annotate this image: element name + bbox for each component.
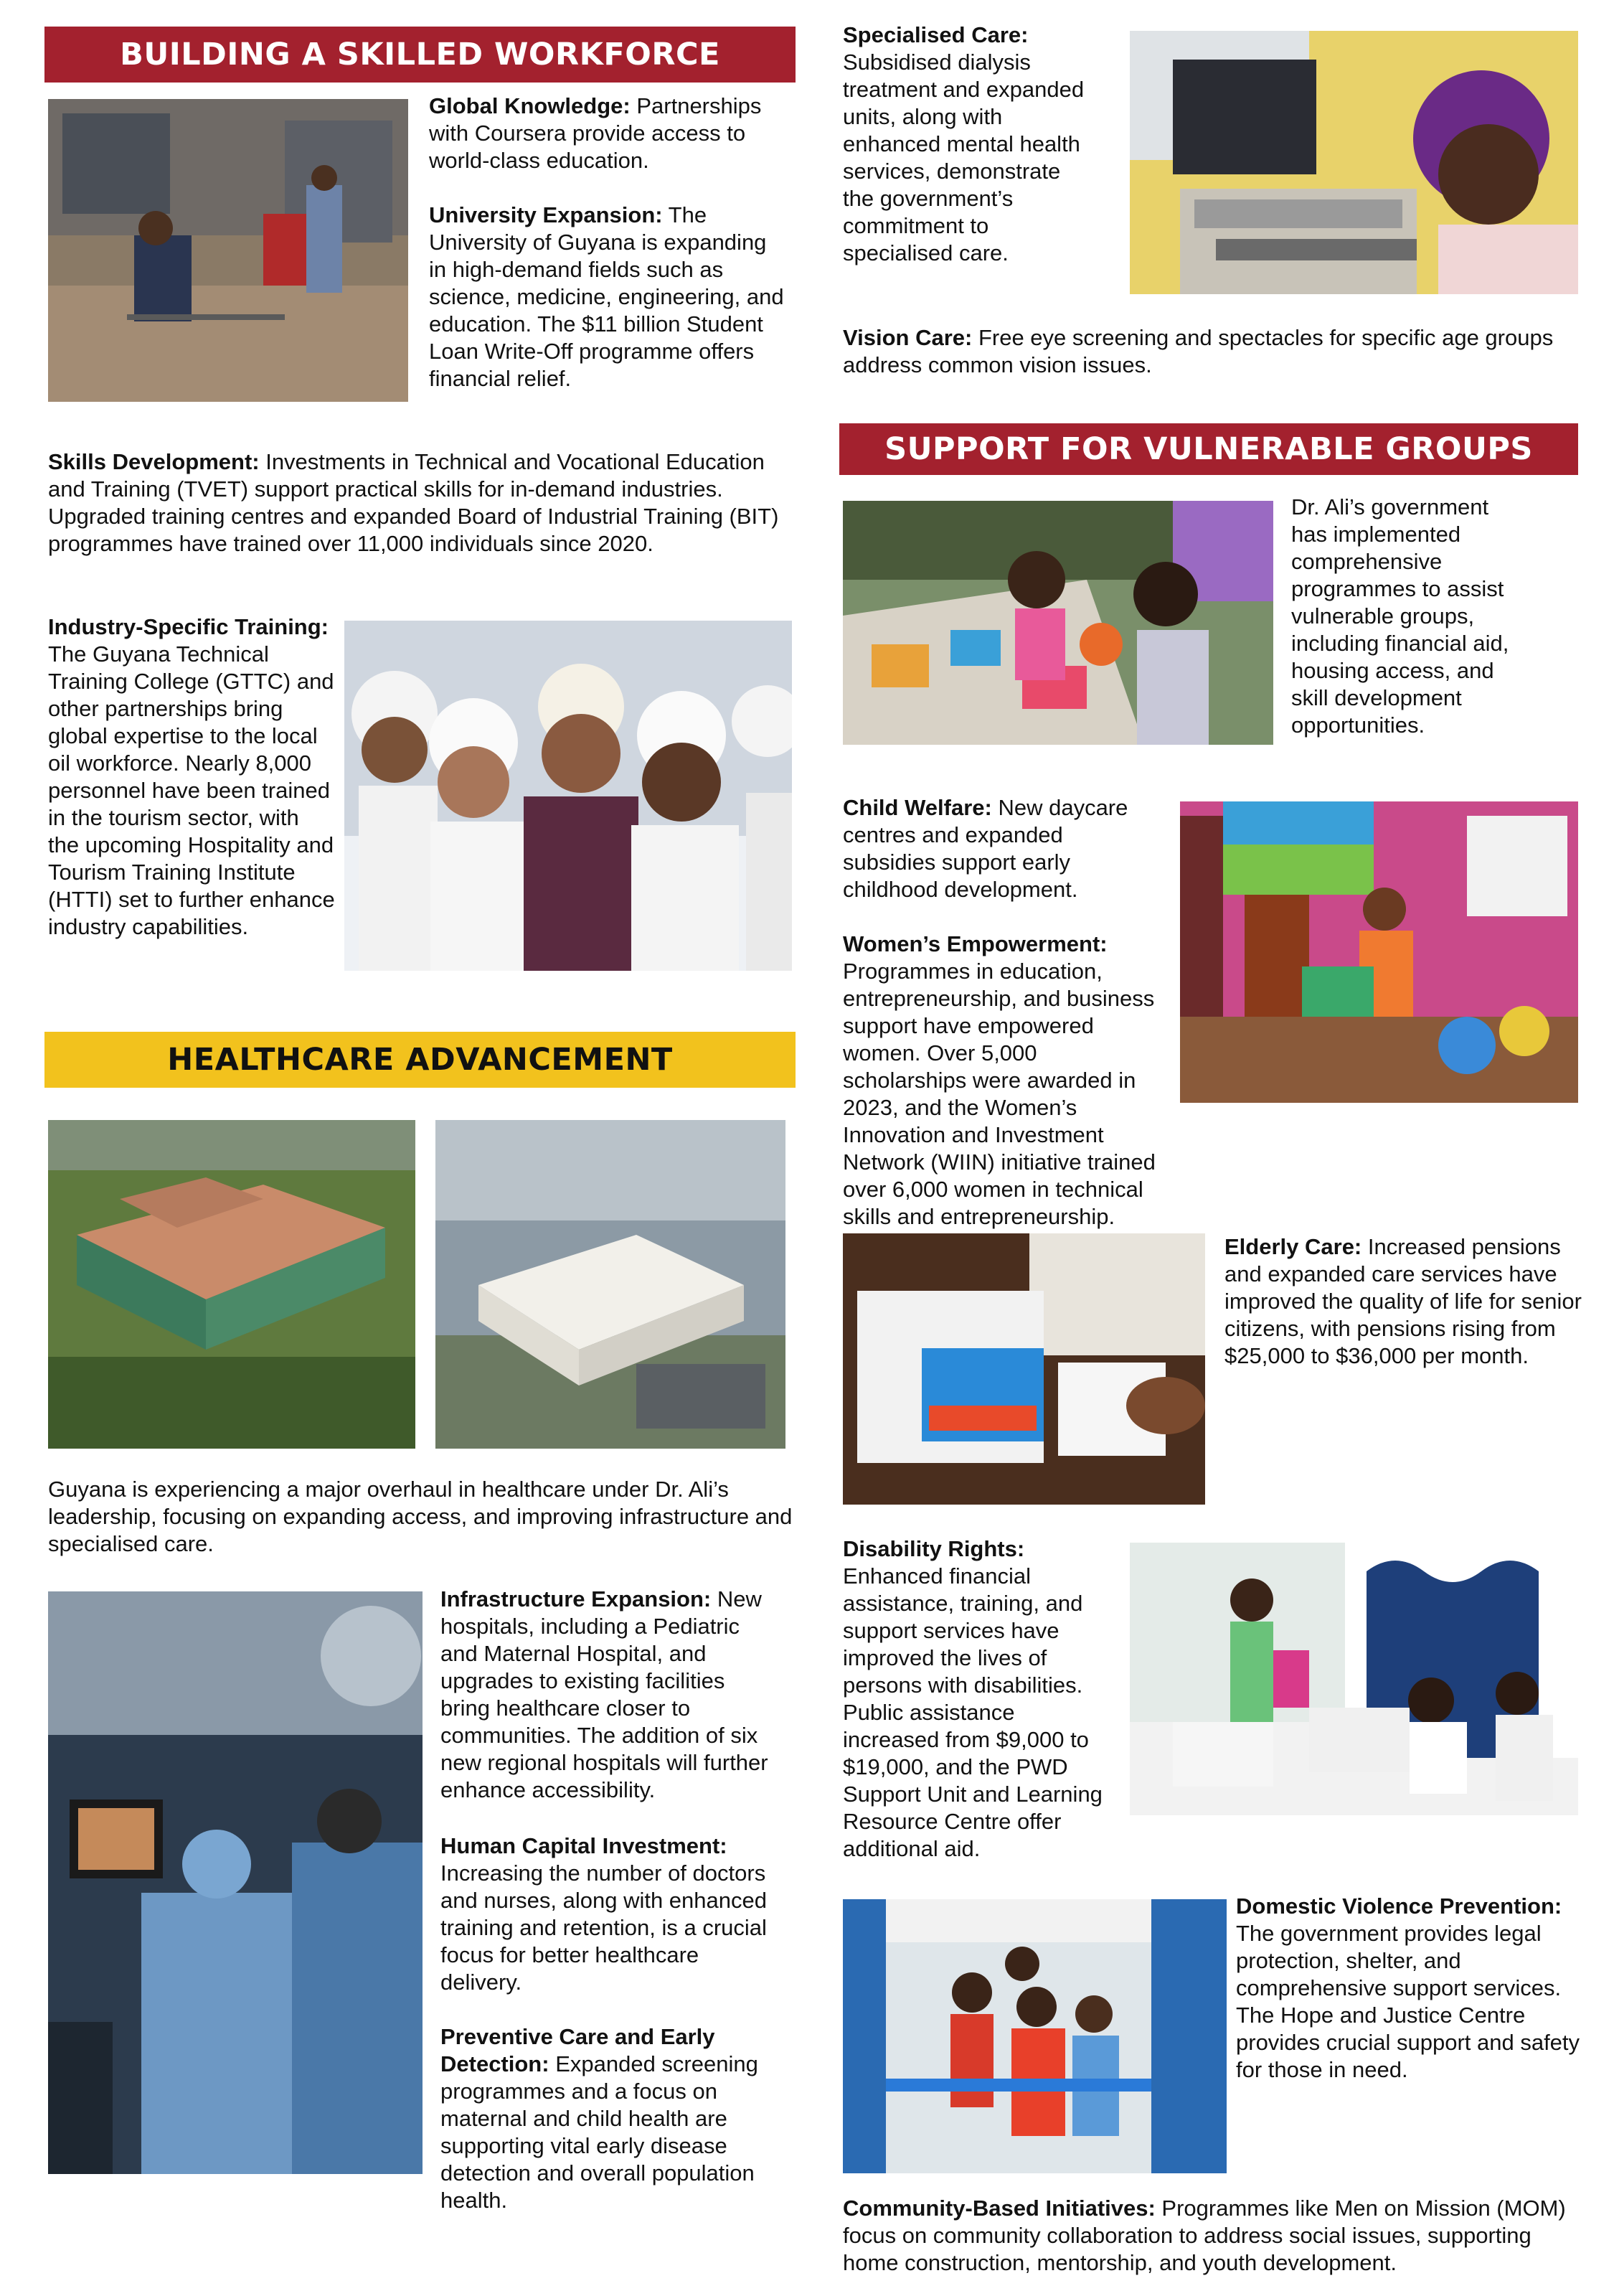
photo-surgery-room — [48, 1591, 423, 2174]
specialised-care-text: Specialised Care: Subsidised dialysis treatment and expanded units, along with enhanced mental health services, demonstrate the government’s commitment to specialised care. — [843, 22, 1085, 265]
vision-care-text: Vision Care: Free eye screening and spectacles for specific age groups address common vision issues. — [843, 325, 1554, 377]
skills-development-text: Skills Development: Investments in Technical and Vocational Education and Training (TVET) support practical skills for in-demand industries. Upgraded training centres and expanded Board of Industrial Training (BIT) programmes have trained over 11,000 individuals since 2020. — [48, 449, 779, 556]
human-capital-text: Human Capital Investment: Increasing the number of doctors and nurses, along with enhanced training and retention, is a crucial focus for better healthcare delivery. — [440, 1833, 767, 1995]
healthcare-intro-text: Guyana is experiencing a major overhaul in healthcare under Dr. Ali’s leadership, focusing on expanding access, and improving infrastructure and specialised care. — [48, 1477, 793, 1556]
photo-ribbon-cutting — [843, 1899, 1227, 2173]
photo-craft-market — [1180, 801, 1578, 1103]
disability-rights-text: Disability Rights: Enhanced financial assistance, training, and support services have improved the lives of persons with disabilities. Public assistance increased from $9,000 to $19,000, and the PWD Support Unit and Learning Resource Centre offer additional aid. — [843, 1536, 1103, 1861]
photo-trainees-hardhats — [344, 621, 792, 971]
vulnerable-intro-text: Dr. Ali’s government has implemented comprehensive programmes to assist vulnerable groups, including financial aid, housing access, and skill development opportunities. — [1291, 494, 1509, 738]
domestic-violence-text: Domestic Violence Prevention: The government provides legal protection, shelter, and comprehensive support services. The Hope and Justice Centre provides crucial support and safety for those in need. — [1236, 1893, 1580, 2082]
elderly-care-text: Elderly Care: Increased pensions and expanded care services have improved the quality of life for senior citizens, with pensions rising from $25,000 to $36,000 per month. — [1224, 1234, 1582, 1368]
section-header-workforce: BUILDING A SKILLED WORKFORCE — [44, 27, 796, 83]
photo-pension-books — [843, 1233, 1205, 1505]
womens-empowerment-text: Women’s Empowerment: Programmes in education, entrepreneurship, and business support have empowered women. Over 5,000 scholarships were awarded in 2023, and the Women’s Innovation and Investment Network (WIIN) initiative trained over 6,000 women in technical skills and entrepreneurship. — [843, 931, 1156, 1229]
infrastructure-expansion-text: Infrastructure Expansion: New hospitals, including a Pediatric and Maternal Hospital, and upgrades to existing facilities bring healthcare closer to communities. The addition of six new regional hospitals will further enhance accessibility. — [440, 1586, 768, 1802]
photo-eye-screening — [1130, 31, 1578, 294]
industry-training-text: Industry-Specific Training: The Guyana Technical Training College (GTTC) and other partnerships bring global expertise to the local oil workforce. Nearly 8,000 personnel have been trained in the tourism sector, with the upcoming Hospitality and Tourism Training Institute (HTTI) set to further enhance industry capabilities. — [48, 614, 335, 939]
child-welfare-text: Child Welfare: New daycare centres and expanded subsidies support early childhood development. — [843, 795, 1128, 902]
photo-sewing-class — [1130, 1543, 1578, 1815]
section-header-vulnerable: SUPPORT FOR VULNERABLE GROUPS — [839, 423, 1578, 475]
photo-hospital-render — [435, 1120, 785, 1449]
community-initiatives-text: Community-Based Initiatives: Programmes like Men on Mission (MOM) focus on community collaboration to address social issues, supporting home construction, mentorship, and youth development. — [843, 2196, 1566, 2275]
photo-children-daycare — [843, 501, 1273, 745]
section-header-healthcare: HEALTHCARE ADVANCEMENT — [44, 1032, 796, 1088]
global-knowledge-text: Global Knowledge: Partnerships with Coursera provide access to world-class education. — [429, 93, 762, 173]
university-expansion-text: University Expansion: The University of Guyana is expanding in high-demand fields such as science, medicine, engineering, and education. The $11 billion Student Loan Write-Off programme offers financial relief. — [429, 202, 784, 391]
photo-welding-workshop — [48, 99, 408, 402]
photo-hospital-construction — [48, 1120, 415, 1449]
preventive-care-text: Preventive Care and Early Detection: Expanded screening programmes and a focus on maternal and child health are supporting vital early disease detection and overall population health. — [440, 2024, 758, 2213]
